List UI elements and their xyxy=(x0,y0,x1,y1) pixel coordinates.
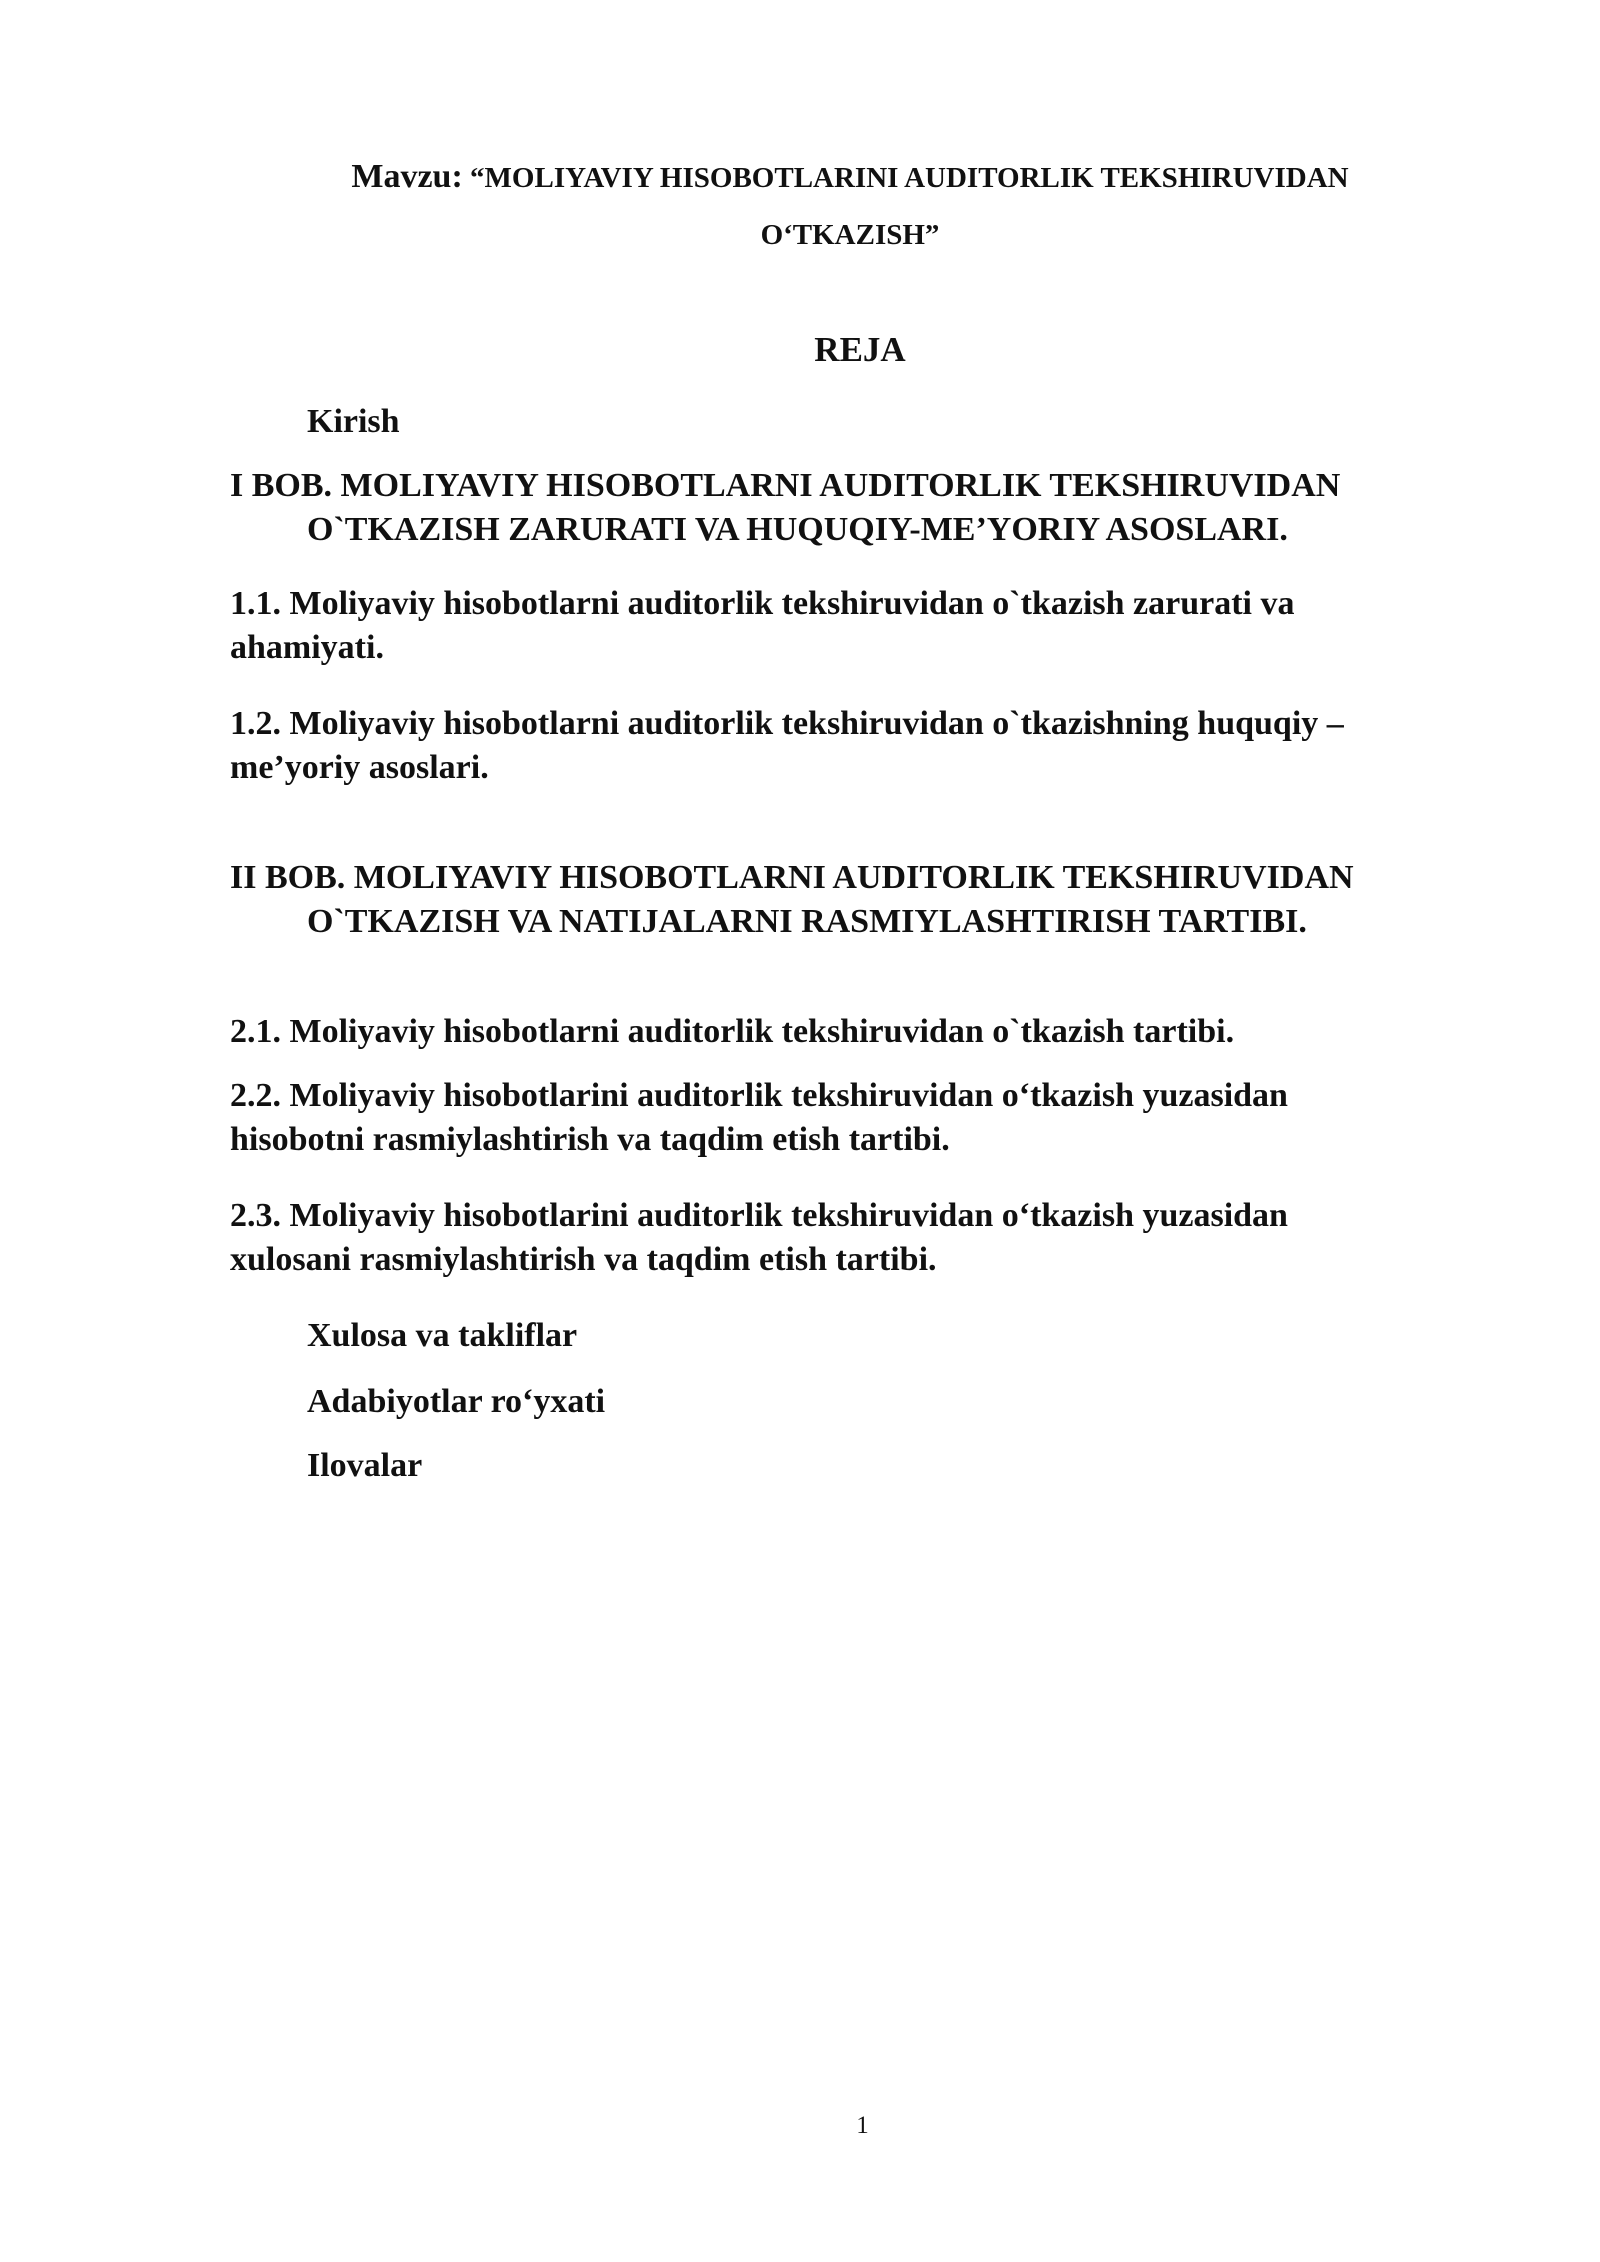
section-2-3-line-1: 2.3. Moliyaviy hisobotlarini auditorlik tekshiruvidan o‘tkazish yuzasidan xyxy=(230,1197,1288,1234)
chapter-2-line-1: II BOB. MOLIYAVIY HISOBOTLARNI AUDITORLIK TEKSHIRUVIDAN xyxy=(230,859,1354,896)
toc-section-2-3 xyxy=(230,1194,1492,1282)
toc-chapter-2 xyxy=(230,856,1510,944)
toc-section-2-1: 2.1. Moliyaviy hisobotlarni auditorlik tekshiruvidan o`tkazish tartibi. xyxy=(230,1013,1235,1050)
chapter-1-line-2: O`TKAZISH ZARURATI VA HUQUQIY-ME’YORIY ASOSLARI. xyxy=(307,511,1288,548)
section-1-1-line-2: ahamiyati. xyxy=(230,629,384,666)
topic-line-1 xyxy=(0,148,1600,207)
chapter-1-line-1: I BOB. MOLIYAVIY HISOBOTLARNI AUDITORLIK TEKSHIRUVIDAN xyxy=(230,467,1341,504)
section-1-2-line-1: 1.2. Moliyaviy hisobotlarni auditorlik tekshiruvidan o`tkazishning huquqiy – xyxy=(230,705,1344,742)
toc-intro: Kirish xyxy=(307,403,400,440)
section-2-3-line-2: xulosani rasmiylashtirish va taqdim etish tartibi. xyxy=(230,1241,937,1278)
toc-appendices: Ilovalar xyxy=(307,1447,423,1484)
toc-conclusion: Xulosa va takliflar xyxy=(307,1317,578,1354)
section-1-1-line-1: 1.1. Moliyaviy hisobotlarni auditorlik tekshiruvidan o`tkazish zarurati va xyxy=(230,585,1295,622)
chapter-2-line-2: O`TKAZISH VA NATIJALARNI RASMIYLASHTIRISH TARTIBI. xyxy=(307,903,1307,940)
section-2-2-line-1: 2.2. Moliyaviy hisobotlarini auditorlik tekshiruvidan o‘tkazish yuzasidan xyxy=(230,1077,1288,1114)
toc-section-1-2 xyxy=(230,702,1492,790)
toc-chapter-1 xyxy=(230,464,1510,552)
page-number: 1 xyxy=(856,2112,869,2139)
topic-title-part-2: O‘TKAZISH” xyxy=(760,219,940,251)
section-2-2-line-2: hisobotni rasmiylashtirish va taqdim etish tartibi. xyxy=(230,1121,950,1158)
topic-title-part-1: “MOLIYAVIY HISOBOTLARINI AUDITORLIK TEKSHIRUVIDAN xyxy=(470,162,1349,194)
plan-title: REJA xyxy=(814,330,906,369)
topic-label: Mavzu: xyxy=(351,158,463,195)
toc-section-1-1 xyxy=(230,582,1492,670)
toc-section-2-2 xyxy=(230,1074,1492,1162)
section-1-2-line-2: me’yoriy asoslari. xyxy=(230,749,489,786)
toc-references: Adabiyotlar ro‘yxati xyxy=(307,1383,606,1420)
